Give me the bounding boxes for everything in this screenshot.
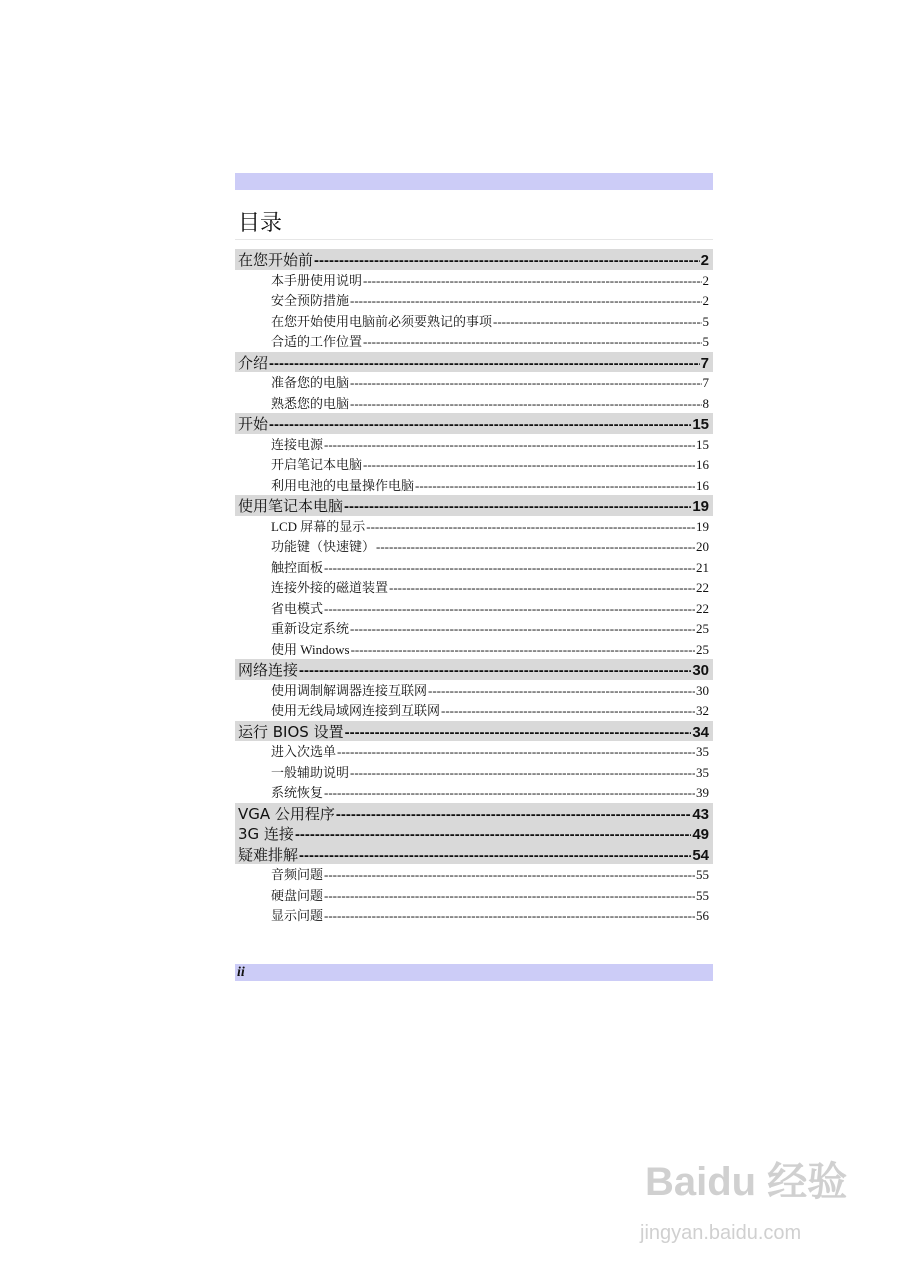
dot-leader [350,621,695,637]
toc-label: 触控面板 [271,559,324,575]
dot-leader [345,723,692,741]
toc-section[interactable] [235,577,713,598]
toc-page-number: 15 [696,436,709,452]
toc-section[interactable] [235,372,713,393]
toc-page-number: 43 [692,805,709,823]
toc-chapter[interactable] [235,721,713,742]
toc-page-number: 30 [692,662,709,679]
toc-section[interactable] [235,618,713,639]
toc-section[interactable] [235,331,713,352]
dot-leader [351,642,695,658]
toc-page-number: 7 [700,354,709,372]
toc-label: 本手册使用说明 [271,272,363,288]
toc-chapter[interactable] [235,823,713,844]
dot-leader [376,539,695,555]
toc-label: 进入次选单 [271,744,337,759]
toc-label: 使用 Windows [271,641,350,657]
toc-section[interactable] [235,557,713,578]
toc-label: 利用电池的电量操作电脑 [271,477,415,493]
dot-leader [363,457,695,473]
dot-leader [428,683,695,699]
dot-leader [337,744,695,760]
toc-section[interactable] [235,864,713,885]
toc-page-number: 19 [692,498,709,515]
toc-page-number: 20 [696,539,709,554]
toc-page-number: 56 [696,908,709,923]
dot-leader [295,825,691,843]
dot-leader [324,888,695,904]
toc-chapter[interactable] [235,495,713,516]
toc-label: 在您开始使用电脑前必须要熟记的事项 [271,313,493,329]
toc-page-number: 2 [702,272,709,288]
toc-page-number: 34 [692,723,709,741]
dot-leader [336,805,691,823]
toc-section[interactable] [235,680,713,701]
toc-label: 连接电源 [271,436,324,452]
toc-label: 连接外接的磁道装置 [271,580,389,595]
toc-label: 功能键（快速键） [271,539,376,554]
toc-page-number: 25 [696,621,709,636]
toc-label: 使用笔记本电脑 [238,497,344,515]
toc-section[interactable] [235,700,713,721]
dot-leader [363,273,701,289]
toc-label: 安全预防措施 [271,293,350,308]
header-band [235,173,713,190]
dot-leader [269,354,700,372]
toc-section[interactable] [235,639,713,660]
toc-label: 使用调制解调器连接互联网 [271,682,428,698]
toc-page-number: 35 [696,764,709,780]
toc-page-number: 5 [702,313,709,329]
dot-leader [324,785,695,801]
baidu-watermark-logo: Baidu 经验 [645,1160,848,1204]
toc-page-number: 55 [696,867,709,882]
toc-page-number: 2 [702,293,709,308]
toc-label: 合适的工作位置 [271,334,363,349]
toc-section[interactable] [235,434,713,455]
toc-label: 介绍 [238,353,269,372]
toc-page-number: 5 [702,334,709,349]
toc-chapter[interactable] [235,249,713,270]
dot-leader [324,908,695,924]
toc-page-number: 8 [702,395,709,411]
dot-leader [493,314,701,330]
dot-leader [299,846,691,864]
dot-leader [324,560,695,576]
dot-leader [350,765,695,781]
title-divider [235,239,713,240]
baidu-watermark-url: jingyan.baidu.com [640,1222,802,1244]
page-number: ii [237,965,245,980]
toc-label: 使用无线局域网连接到互联网 [271,703,441,718]
toc-page-number: 54 [692,846,709,864]
dot-leader [350,375,701,391]
toc-section[interactable] [235,454,713,475]
toc-chapter[interactable] [235,352,713,373]
toc-page-number: 55 [696,887,709,903]
toc-label: 疑难排解 [238,845,299,864]
toc-page-number: 35 [696,744,709,759]
toc-page-number: 39 [696,785,709,800]
dot-leader [415,478,695,494]
dot-leader [344,497,691,515]
toc-page-number: 30 [696,682,709,698]
dot-leader [299,661,691,679]
toc-section[interactable] [235,536,713,557]
toc-label: 熟悉您的电脑 [271,395,350,411]
toc-page-number: 22 [696,580,709,595]
toc-label: 在您开始前 [238,251,314,269]
toc-section[interactable] [235,393,713,414]
toc-chapter[interactable] [235,413,713,434]
toc-label: 开启笔记本电脑 [271,457,363,472]
toc-section[interactable] [235,762,713,783]
dot-leader [324,601,695,617]
toc-label: 系统恢复 [271,785,324,800]
toc-section[interactable] [235,782,713,803]
dot-leader [363,334,701,350]
toc-chapter[interactable] [235,803,713,824]
toc-section[interactable] [235,741,713,762]
toc-label: 重新设定系统 [271,621,350,636]
toc-label: 网络连接 [238,661,299,679]
toc-page-number: 7 [702,375,709,390]
page-title: 目录 [238,211,283,236]
toc-page-number: 49 [692,826,709,843]
toc-label: VGA 公用程序 [238,804,335,823]
toc-page-number: 16 [696,457,709,472]
toc-label: 准备您的电脑 [271,375,350,390]
toc-section[interactable] [235,905,713,926]
toc-page-number: 25 [696,641,709,657]
toc-page-number: 15 [692,416,709,433]
toc-label: 音频问题 [271,867,324,882]
dot-leader [269,415,691,433]
toc-section[interactable] [235,885,713,906]
toc-section[interactable] [235,598,713,619]
toc-page-number: 2 [700,252,709,269]
toc-page-number: 21 [696,559,709,575]
toc-label: 运行 BIOS 设置 [238,722,344,741]
dot-leader [350,293,701,309]
dot-leader [366,519,695,535]
toc-label: 3G 连接 [238,825,294,843]
toc-chapter[interactable] [235,659,713,680]
toc-page-number: 19 [696,518,709,534]
toc-section[interactable] [235,290,713,311]
dot-leader [350,396,701,412]
dot-leader [314,251,700,269]
dot-leader [324,437,695,453]
toc-section[interactable] [235,311,713,332]
toc-label: 开始 [238,415,269,433]
toc-page-number: 16 [696,477,709,493]
toc-label: 硬盘问题 [271,887,324,903]
toc-label: LCD 屏幕的显示 [271,518,366,534]
table-of-contents [235,249,713,926]
dot-leader [389,580,695,596]
dot-leader [324,867,695,883]
toc-page-number: 22 [696,600,709,616]
toc-page-number: 32 [696,703,709,718]
toc-label: 省电模式 [271,600,324,616]
toc-chapter[interactable] [235,844,713,865]
toc-section[interactable] [235,270,713,291]
dot-leader [441,703,695,719]
footer-band [235,964,713,981]
toc-section[interactable] [235,475,713,496]
toc-label: 一般辅助说明 [271,764,350,780]
toc-section[interactable] [235,516,713,537]
toc-label: 显示问题 [271,908,324,923]
